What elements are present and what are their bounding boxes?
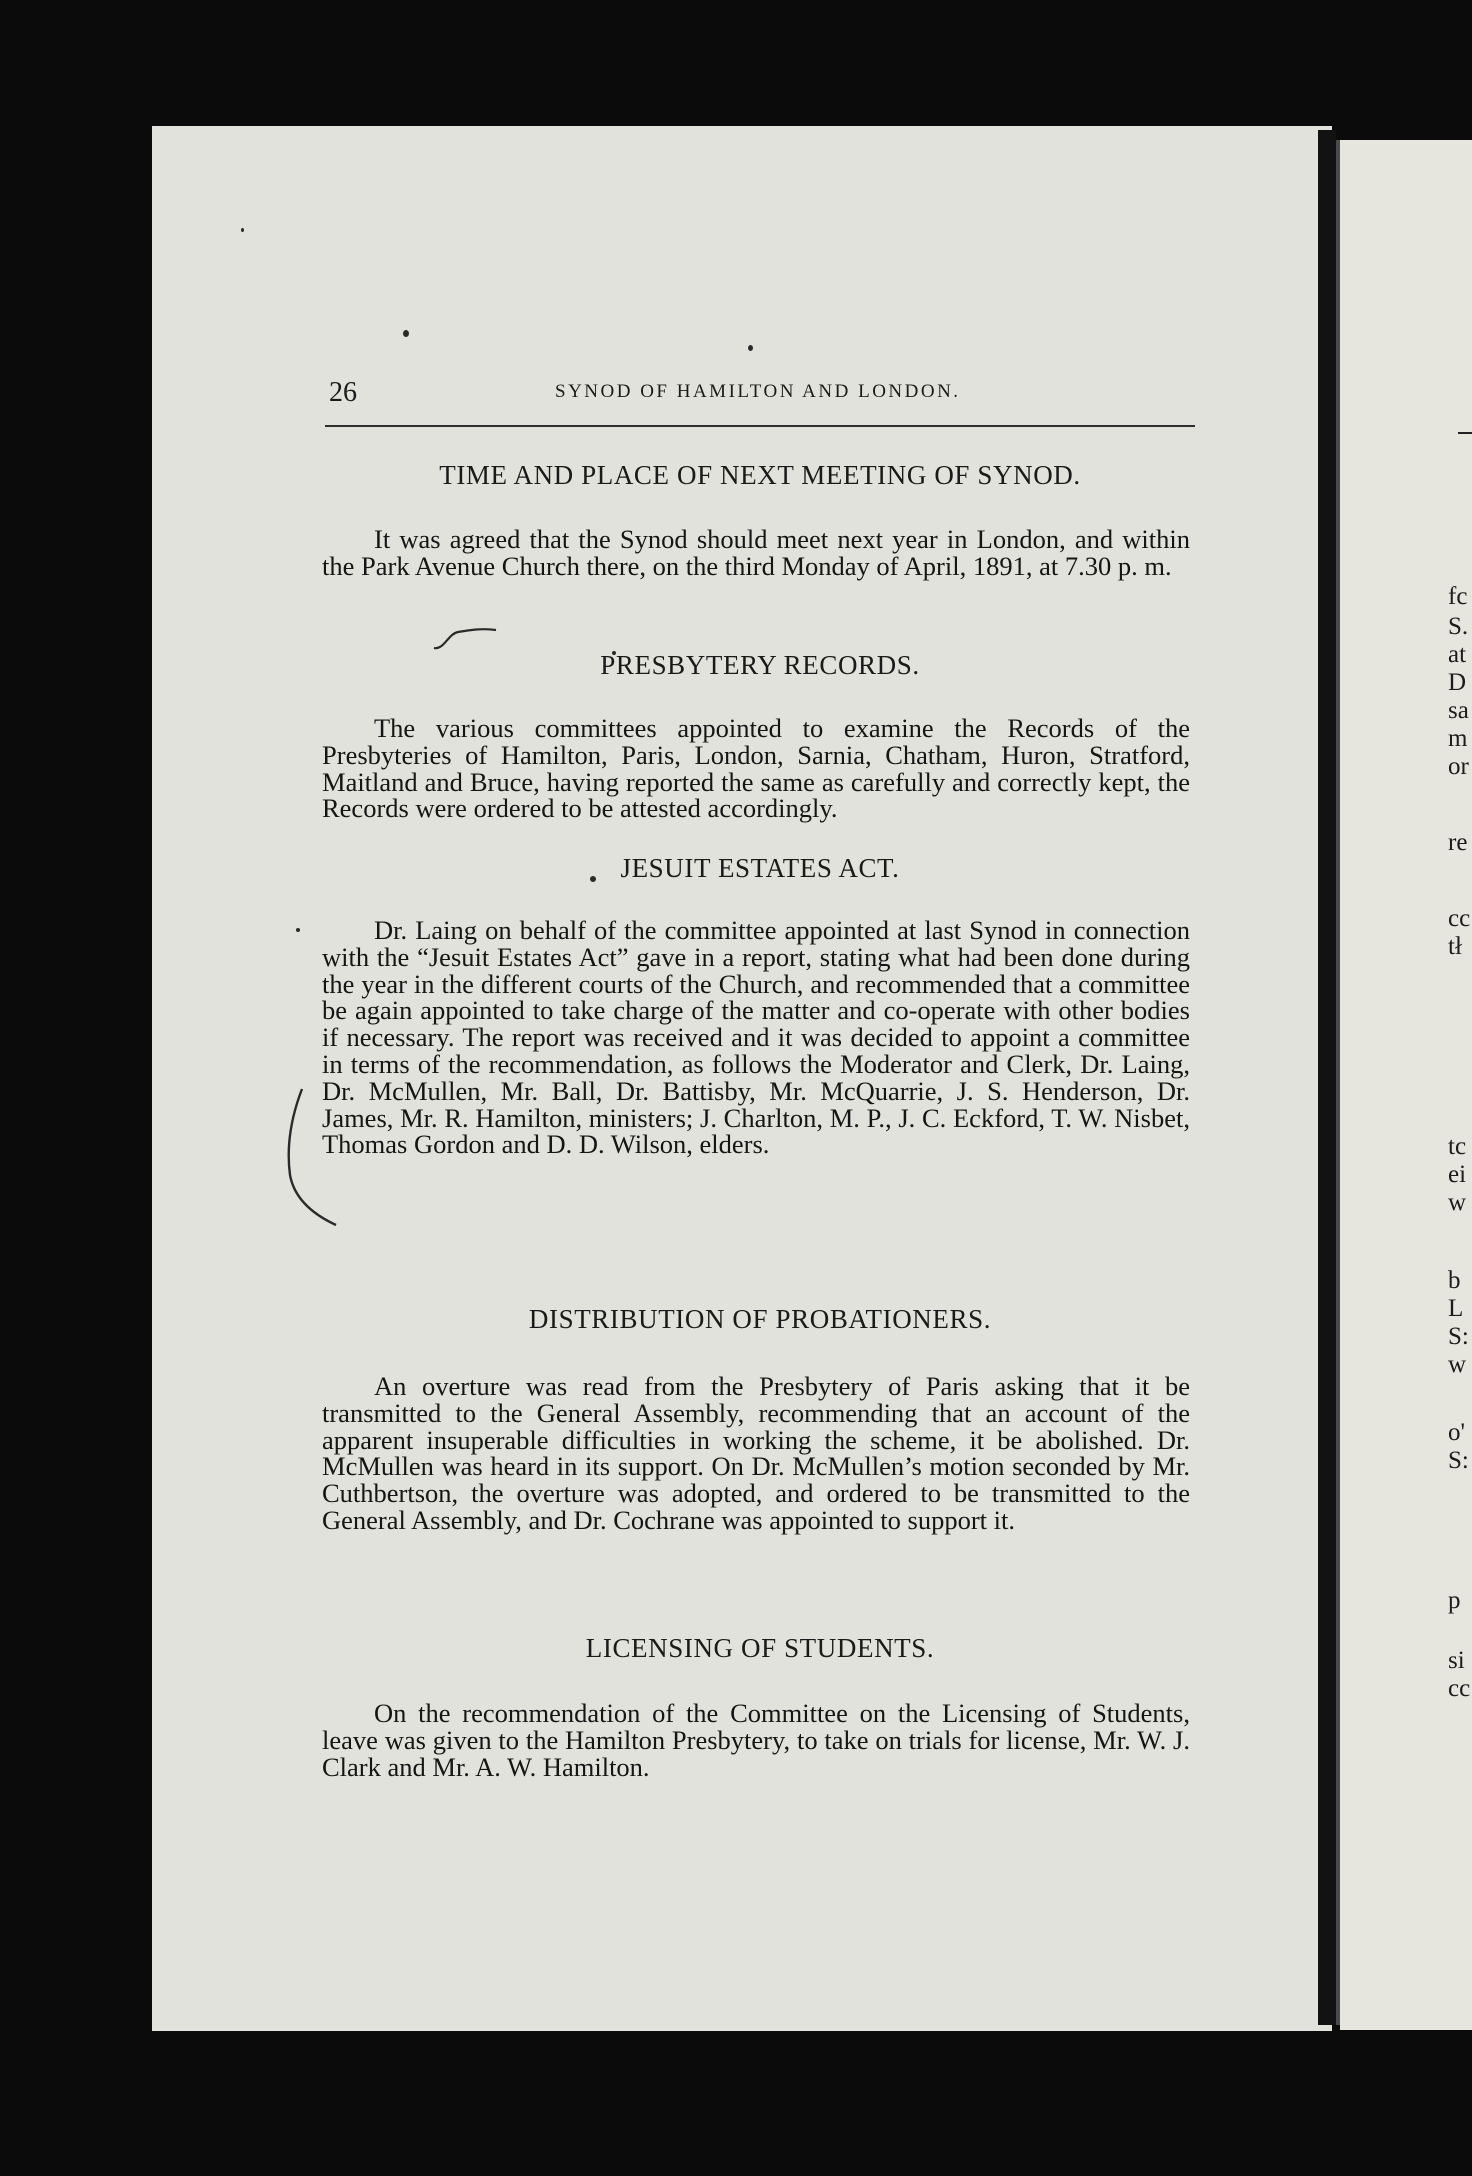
paragraph-next-meeting: It was agreed that the Synod should meet next year in London, and within the Park Avenue Church there, on the third Monday of April, 1891, at 7.30 p. m. [322, 524, 1190, 581]
fragment: S. [1448, 613, 1469, 640]
section-heading-presbytery-records: PRESBYTERY RECORDS. [600, 650, 920, 680]
section-heading-licensing: LICENSING OF STUDENTS. [585, 1633, 935, 1663]
paragraph-licensing: On the recommendation of the Committee on the Licensing of Students, leave was given to the Hamilton Presbytery, to take on trials for license, Mr. W. J. Clark and Mr. A. W. Hamilton. [322, 1698, 1190, 1782]
fragment: or [1448, 753, 1469, 780]
page-number: 26 [329, 377, 357, 408]
scan-speck [748, 345, 753, 351]
fragment: tł [1448, 933, 1462, 960]
scan-speck [403, 330, 409, 337]
fragment: w [1448, 1189, 1467, 1216]
fragment: re [1448, 829, 1468, 856]
scan-speck [296, 928, 300, 932]
fragment: at [1448, 641, 1467, 668]
fragment: p [1448, 1587, 1461, 1614]
fragment: m [1448, 725, 1468, 752]
fragment: cc [1448, 1675, 1471, 1702]
fragment: D [1448, 669, 1467, 696]
fragment: o' [1448, 1419, 1466, 1446]
fragment: ei [1448, 1161, 1467, 1188]
fragment: si [1448, 1647, 1465, 1674]
fragment: b [1448, 1267, 1461, 1294]
page-header [325, 377, 1195, 407]
paragraph-jesuit-estates: Dr. Laing on behalf of the committee appointed at last Synod in connection with the “Jesuit Estates Act” gave in a report, stating what had been done during the year in the different courts of the Church, and recommended that a committee be again appointed to take charge of the matter and co-operate with other bodies if necessary. The report was received and it was decided to appoint a committee in terms of the recommendation, as follows the Moderator and Clerk, Dr. Laing, Dr. McMullen, Mr. Ball, Dr. Battisby, Mr. McQuarrie, J. S. Henderson, Dr. James, Mr. R. Hamilton, ministers; J. Charlton, M. P., J. C. Eckford, T. W. Nisbet, Thomas Gordon and D. D. Wilson, elders. [322, 915, 1190, 1160]
fragment: cc [1448, 905, 1471, 932]
paragraph-presbytery-records: The various committees appointed to examine the Records of the Presbyteries of Hamilton, Paris, London, Sarnia, Chatham, Huron, Stratford, Maitland and Bruce, having reported the same as carefully and correctly kept, the Records were ordered to be attested accordingly. [322, 713, 1190, 824]
fragment: sa [1448, 697, 1469, 724]
fragment: fc [1448, 583, 1468, 610]
section-heading-next-meeting: TIME AND PLACE OF NEXT MEETING OF SYNOD. [439, 460, 1081, 490]
fragment: S: [1448, 1447, 1469, 1474]
running-title: SYNOD OF HAMILTON AND LONDON. [555, 381, 961, 402]
section-heading-probationers: DISTRIBUTION OF PROBATIONERS. [528, 1304, 992, 1334]
page-gutter [1318, 130, 1336, 2025]
fragment: L [1448, 1295, 1464, 1322]
pen-tick-mark [430, 624, 500, 652]
fragment: S: [1448, 1323, 1469, 1350]
section-heading-jesuit-estates: JESUIT ESTATES ACT. [620, 853, 900, 883]
facing-page-rule-fragment [1458, 432, 1472, 434]
fragment: tc [1448, 1133, 1467, 1160]
fragment: w [1448, 1351, 1467, 1378]
scan-speck [241, 228, 244, 232]
facing-page-edge [1340, 140, 1472, 2030]
header-rule [325, 425, 1195, 427]
pen-bracket-mark [280, 1085, 340, 1235]
paragraph-probationers: An overture was read from the Presbytery of Paris asking that it be transmitted to the General Assembly, recommending that an account of the apparent insuperable difficulties in working the scheme, it be abolished. Dr. McMullen was heard in its support. On Dr. McMullen’s motion seconded by Mr. Cuthbertson, the overture was adopted, and ordered to be transmitted to the General Assembly, and Dr. Cochrane was appointed to support it. [322, 1371, 1190, 1535]
